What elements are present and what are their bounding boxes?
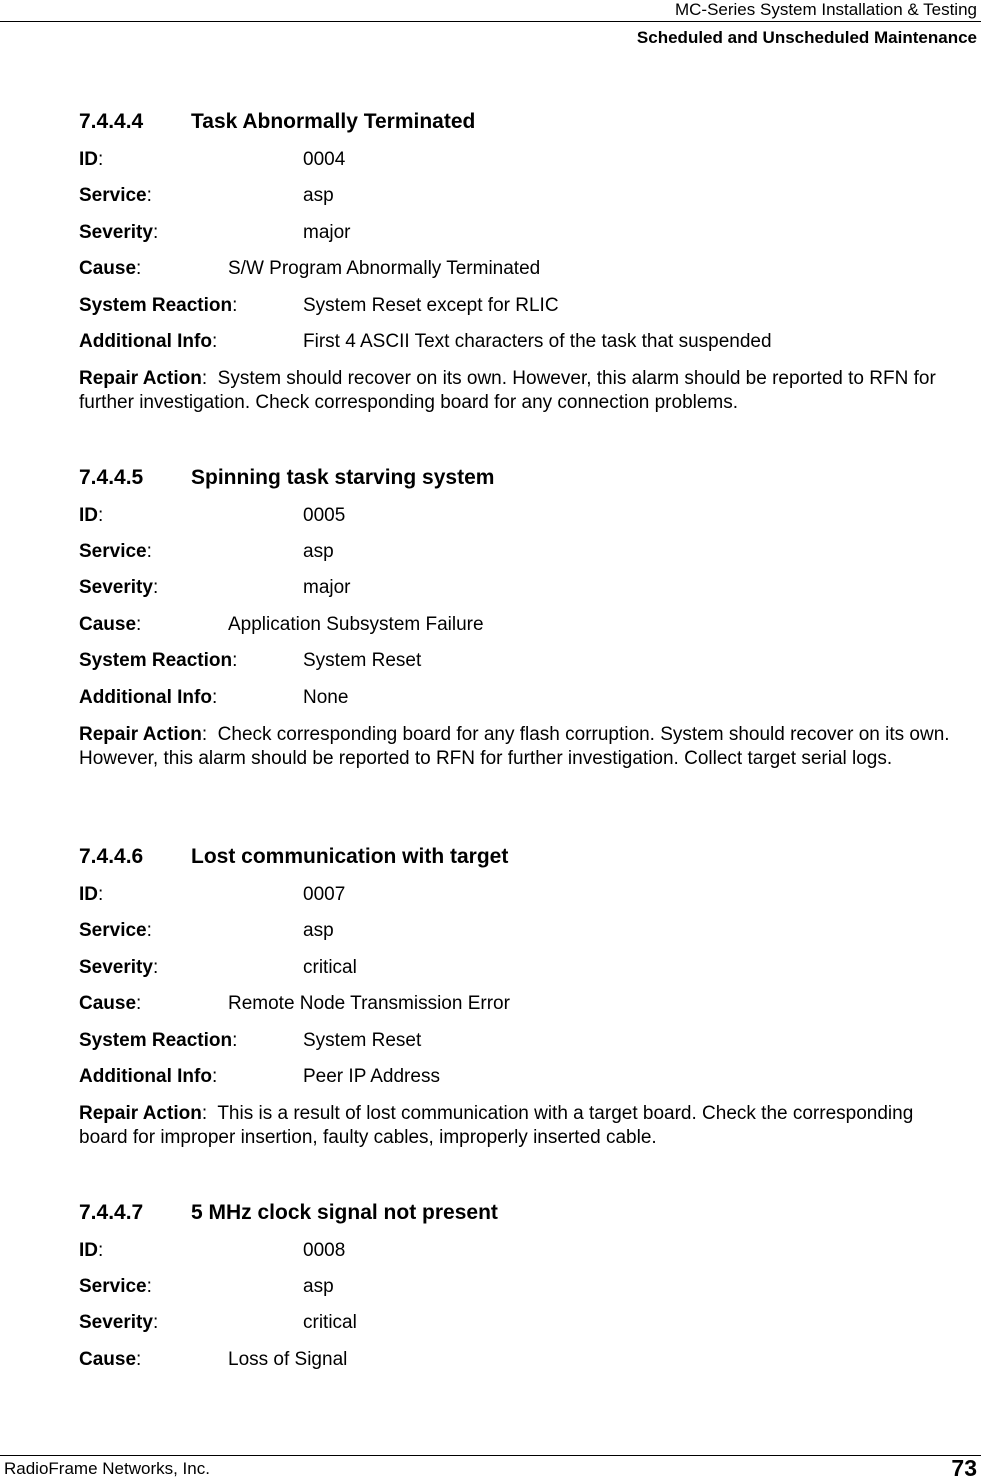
id-label: ID xyxy=(79,884,98,905)
severity-label: Severity xyxy=(79,1312,153,1333)
service-label: Service xyxy=(79,920,147,941)
running-header-chapter-title: Scheduled and Unscheduled Maintenance xyxy=(636,28,977,47)
cause-value: S/W Program Abnormally Terminated xyxy=(228,258,541,279)
id-value: 0007 xyxy=(303,884,346,905)
footer-rule xyxy=(0,1455,981,1456)
section-number: 7.4.4.7 xyxy=(79,1201,144,1224)
severity-value: major xyxy=(303,222,351,243)
id-row: ID: 0008 xyxy=(79,1240,346,1261)
id-row: ID: 0007 xyxy=(79,884,346,905)
id-value: 0008 xyxy=(303,1240,346,1261)
cause-label: Cause xyxy=(79,614,137,635)
id-value: 0005 xyxy=(303,505,346,526)
service-row: Service: asp xyxy=(79,920,334,941)
id-label: ID xyxy=(79,1240,98,1261)
id-value: 0004 xyxy=(303,149,346,170)
running-header-doc-title: MC-Series System Installation & Testing xyxy=(674,0,977,19)
severity-row: Severity: critical xyxy=(79,957,357,978)
additional-info-row: Additional Info: First 4 ASCII Text characters of the task that suspended xyxy=(79,331,772,352)
repair-action-label: Repair Action xyxy=(79,1103,202,1124)
service-row: Service: asp xyxy=(79,185,334,206)
service-label: Service xyxy=(79,541,147,562)
additional-info-label: Additional Info xyxy=(79,331,212,352)
cause-row: Cause: Remote Node Transmission Error xyxy=(79,993,510,1014)
service-row: Service: asp xyxy=(79,541,334,562)
id-label: ID xyxy=(79,149,98,170)
system-reaction-row: System Reaction: System Reset xyxy=(79,650,422,671)
repair-action-paragraph: Repair Action: This is a result of lost communication with a target board. Check the corresponding board for improper insertion, faulty cables, improperly inserted cable. xyxy=(79,1103,914,1148)
service-value: asp xyxy=(303,185,334,206)
severity-label: Severity xyxy=(79,957,153,978)
service-row: Service: asp xyxy=(79,1276,334,1297)
section-heading xyxy=(79,1201,498,1225)
severity-label: Severity xyxy=(79,577,153,598)
section-title: 5 MHz clock signal not present xyxy=(191,1201,498,1224)
section-heading xyxy=(79,110,475,134)
id-row: ID: 0004 xyxy=(79,149,346,170)
repair-action-label: Repair Action xyxy=(79,724,202,745)
cause-value: Loss of Signal xyxy=(228,1349,348,1370)
repair-action-paragraph: Repair Action: System should recover on its own. However, this alarm should be reported to RFN for further investigation. Check corresponding board for any connection problems. xyxy=(79,368,936,413)
system-reaction-value: System Reset xyxy=(303,1030,422,1051)
additional-info-value: Peer IP Address xyxy=(303,1066,440,1087)
service-value: asp xyxy=(303,541,334,562)
severity-row: Severity: critical xyxy=(79,1312,357,1333)
severity-value: critical xyxy=(303,957,357,978)
page-number: 73 xyxy=(951,1455,977,1481)
section-title: Task Abnormally Terminated xyxy=(191,110,476,133)
section-title: Lost communication with target xyxy=(191,845,509,868)
service-value: asp xyxy=(303,1276,334,1297)
system-reaction-row: System Reaction: System Reset xyxy=(79,1030,422,1051)
repair-action-text: Check corresponding board for any flash corruption. System should recover on its own. However, this alarm should be reported to RFN for further investigation. Collect target serial logs. xyxy=(79,724,950,769)
system-reaction-label: System Reaction xyxy=(79,1030,233,1051)
service-value: asp xyxy=(303,920,334,941)
additional-info-value: First 4 ASCII Text characters of the task that suspended xyxy=(303,331,772,352)
cause-label: Cause xyxy=(79,1349,137,1370)
severity-value: critical xyxy=(303,1312,357,1333)
id-label: ID xyxy=(79,505,98,526)
severity-row: Severity: major xyxy=(79,222,351,243)
additional-info-row: Additional Info: None xyxy=(79,687,349,708)
section-title: Spinning task starving system xyxy=(191,466,495,489)
repair-action-label: Repair Action xyxy=(79,368,202,389)
footer-company: RadioFrame Networks, Inc. xyxy=(4,1459,210,1478)
section-heading xyxy=(79,466,494,490)
system-reaction-label: System Reaction xyxy=(79,650,233,671)
additional-info-row: Additional Info: Peer IP Address xyxy=(79,1066,440,1087)
cause-label: Cause xyxy=(79,993,137,1014)
cause-value: Application Subsystem Failure xyxy=(228,614,484,635)
cause-row: Cause: S/W Program Abnormally Terminated xyxy=(79,258,541,279)
repair-action-text: System should recover on its own. However, this alarm should be reported to RFN for further investigation. Check corresponding board for any connection problems. xyxy=(79,368,936,413)
header-rule xyxy=(0,21,981,22)
severity-row: Severity: major xyxy=(79,577,351,598)
cause-row: Cause: Loss of Signal xyxy=(79,1349,348,1370)
cause-label: Cause xyxy=(79,258,137,279)
id-row: ID: 0005 xyxy=(79,505,346,526)
system-reaction-value: System Reset xyxy=(303,650,422,671)
cause-row: Cause: Application Subsystem Failure xyxy=(79,614,484,635)
system-reaction-label: System Reaction xyxy=(79,295,233,316)
additional-info-label: Additional Info xyxy=(79,1066,212,1087)
severity-value: major xyxy=(303,577,351,598)
additional-info-value: None xyxy=(303,687,349,708)
service-label: Service xyxy=(79,185,147,206)
cause-value: Remote Node Transmission Error xyxy=(228,993,510,1014)
additional-info-label: Additional Info xyxy=(79,687,212,708)
repair-action-text: This is a result of lost communication with a target board. Check the corresponding board for improper insertion, faulty cables, improperly inserted cable. xyxy=(79,1103,914,1148)
section-number: 7.4.4.5 xyxy=(79,466,144,489)
system-reaction-row: System Reaction: System Reset except for RLIC xyxy=(79,295,559,316)
section-number: 7.4.4.4 xyxy=(79,110,144,133)
service-label: Service xyxy=(79,1276,147,1297)
section-heading xyxy=(79,845,508,869)
section-number: 7.4.4.6 xyxy=(79,845,144,868)
system-reaction-value: System Reset except for RLIC xyxy=(303,295,559,316)
severity-label: Severity xyxy=(79,222,153,243)
repair-action-paragraph: Repair Action: Check corresponding board for any flash corruption. System should recover on its own. However, this alarm should be reported to RFN for further investigation. Collect target serial logs. xyxy=(79,724,950,769)
